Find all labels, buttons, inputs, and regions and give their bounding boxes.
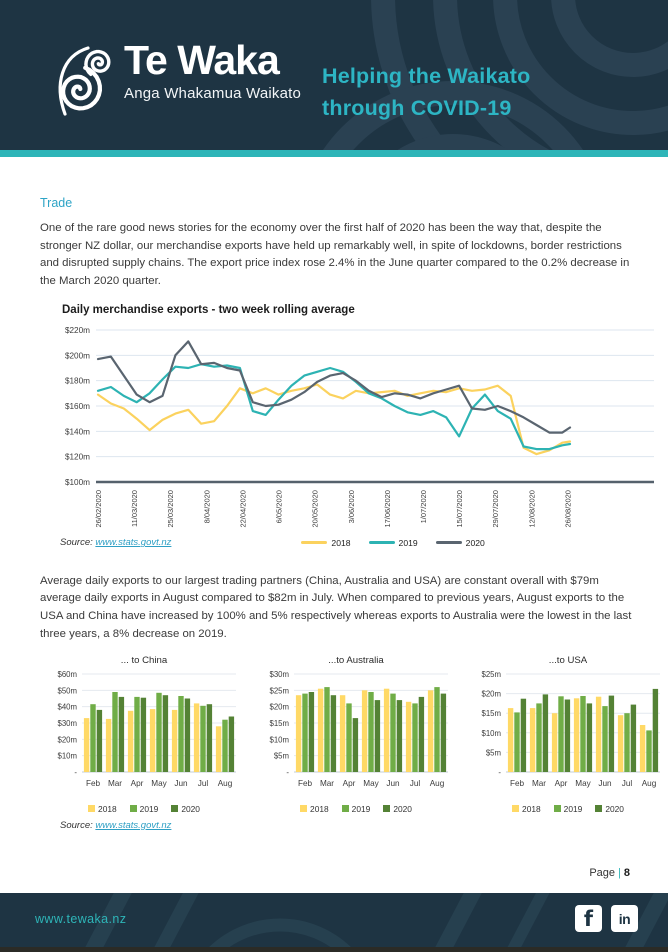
legend-item-2020 bbox=[383, 804, 412, 814]
legend-label: 2019 bbox=[563, 803, 583, 814]
legend-swatch bbox=[130, 805, 137, 812]
svg-text:Aug: Aug bbox=[429, 778, 445, 788]
page-separator: | bbox=[618, 867, 621, 879]
legend-swatch bbox=[88, 805, 95, 812]
legend-swatch bbox=[369, 541, 395, 544]
svg-text:Jun: Jun bbox=[598, 778, 612, 788]
bar-chart-china-legend bbox=[46, 804, 242, 814]
bar-chart-china-svg bbox=[46, 668, 242, 798]
svg-text:Feb: Feb bbox=[85, 778, 101, 788]
svg-text:$5m: $5m bbox=[273, 751, 289, 761]
svg-text:$160m: $160m bbox=[64, 401, 90, 411]
legend-label: 2018 bbox=[522, 803, 541, 814]
line-chart-legend bbox=[301, 538, 484, 548]
svg-text:20/05/2020: 20/05/2020 bbox=[310, 489, 320, 528]
legend-item-2018 bbox=[300, 804, 329, 814]
tagline-line1: Helping the Waikato bbox=[322, 64, 531, 88]
line-chart-source bbox=[60, 537, 171, 548]
svg-text:Jul: Jul bbox=[409, 778, 421, 788]
svg-text:29/07/2020: 29/07/2020 bbox=[491, 489, 501, 528]
svg-text:$25m: $25m bbox=[481, 669, 501, 679]
legend-swatch bbox=[301, 541, 327, 544]
bar-chart-usa-legend bbox=[470, 804, 666, 814]
svg-text:-: - bbox=[74, 767, 77, 777]
svg-text:Aug: Aug bbox=[217, 778, 233, 788]
legend-label: 2019 bbox=[398, 537, 418, 548]
legend-swatch bbox=[171, 805, 178, 812]
brand-text bbox=[124, 37, 302, 102]
svg-text:$25m: $25m bbox=[269, 686, 289, 696]
legend-label: 2020 bbox=[465, 537, 485, 548]
svg-text:$20m: $20m bbox=[57, 735, 77, 745]
svg-text:$20m: $20m bbox=[481, 689, 501, 699]
svg-text:$10m: $10m bbox=[481, 728, 501, 738]
line-chart-title: Daily merchandise exports - two week rolling average bbox=[62, 303, 355, 316]
legend-label: 2020 bbox=[181, 803, 200, 814]
source-label: Source: bbox=[60, 819, 93, 831]
svg-text:Feb: Feb bbox=[297, 778, 313, 788]
bar-chart-usa-title: ...to USA bbox=[548, 654, 588, 666]
svg-text:Mar: Mar bbox=[319, 778, 335, 788]
legend-label: 2018 bbox=[331, 537, 351, 548]
svg-text:Apr: Apr bbox=[554, 778, 568, 788]
page-footer-bar bbox=[0, 893, 668, 947]
svg-text:$10m: $10m bbox=[57, 751, 77, 761]
header-tagline bbox=[322, 60, 530, 125]
legend-label: 2019 bbox=[351, 803, 371, 814]
svg-text:1/07/2020: 1/07/2020 bbox=[418, 489, 428, 524]
legend-item-2020 bbox=[595, 804, 624, 814]
legend-label: 2018 bbox=[310, 803, 329, 814]
bottom-edge-strip bbox=[0, 947, 668, 952]
svg-text:$60m: $60m bbox=[57, 669, 77, 679]
bar-chart-usa bbox=[470, 655, 666, 814]
tagline-line2: through COVID-19 bbox=[322, 96, 512, 121]
brand-logo bbox=[52, 37, 302, 122]
svg-text:$5m: $5m bbox=[485, 748, 501, 758]
svg-text:Mar: Mar bbox=[107, 778, 123, 788]
bar-chart-china bbox=[46, 655, 242, 814]
svg-text:$40m: $40m bbox=[57, 702, 77, 712]
svg-text:8/04/2020: 8/04/2020 bbox=[202, 489, 212, 524]
trade-paragraph-1: One of the rare good news stories for the economy over the first half of 2020 has been the way that, despite the stronger NZ dollar, our merchandise exports have held up remarkably well, in spite of lockdowns, border restrictions and disrupted supply chains. The export price index rose 2.4% in the June quarter compared to the 0.2% decrease in the March 2020 quarter. bbox=[40, 222, 630, 288]
source-link[interactable]: www.stats.govt.nz bbox=[95, 537, 172, 549]
svg-text:May: May bbox=[363, 778, 379, 788]
svg-text:$100m: $100m bbox=[64, 477, 90, 487]
svg-text:3/06/2020: 3/06/2020 bbox=[346, 489, 356, 524]
svg-text:Jul: Jul bbox=[621, 778, 633, 788]
svg-text:$50m: $50m bbox=[57, 686, 77, 696]
bar-chart-australia bbox=[258, 655, 454, 814]
legend-item-2019 bbox=[369, 538, 418, 548]
svg-text:25/03/2020: 25/03/2020 bbox=[166, 489, 176, 528]
section-heading-trade: Trade bbox=[40, 196, 73, 210]
svg-text:-: - bbox=[286, 767, 289, 777]
svg-text:$30m: $30m bbox=[57, 718, 77, 728]
svg-text:12/08/2020: 12/08/2020 bbox=[527, 489, 537, 528]
svg-text:May: May bbox=[151, 778, 167, 788]
svg-text:22/04/2020: 22/04/2020 bbox=[238, 489, 248, 528]
svg-text:$20m: $20m bbox=[269, 702, 289, 712]
legend-item-2018 bbox=[88, 804, 117, 814]
svg-text:Jul: Jul bbox=[197, 778, 209, 788]
legend-swatch bbox=[342, 805, 349, 812]
line-chart-footrow bbox=[60, 535, 630, 551]
svg-text:26/08/2020: 26/08/2020 bbox=[563, 489, 573, 528]
legend-item-2019 bbox=[554, 804, 583, 814]
footer-website-link[interactable]: www.tewaka.nz bbox=[35, 912, 127, 926]
svg-text:$120m: $120m bbox=[64, 452, 90, 462]
svg-text:15/07/2020: 15/07/2020 bbox=[455, 489, 465, 528]
legend-swatch bbox=[383, 805, 390, 812]
svg-text:$30m: $30m bbox=[269, 669, 289, 679]
svg-text:$180m: $180m bbox=[64, 376, 90, 386]
page-header bbox=[0, 0, 668, 150]
trade-paragraph-2: Average daily exports to our largest trading partners (China, Australia and USA) are constant overall with $79m average daily exports in August compared to $82m in July. When compared to previous years, August exports to the USA and China have increased by 100% and 5% respectively whereas exports to Australia were the lowest in the last three years, a 8% decrease on 2019. bbox=[40, 574, 632, 640]
legend-label: 2019 bbox=[139, 803, 159, 814]
legend-item-2018 bbox=[512, 804, 541, 814]
line-chart-block bbox=[40, 304, 630, 551]
source-label: Source: bbox=[60, 537, 93, 549]
svg-text:Jun: Jun bbox=[174, 778, 188, 788]
line-chart-svg bbox=[52, 320, 666, 537]
svg-text:26/02/2020: 26/02/2020 bbox=[94, 489, 103, 528]
svg-text:$220m: $220m bbox=[64, 325, 90, 335]
brand-title: Te Waka bbox=[124, 37, 279, 83]
svg-text:Apr: Apr bbox=[130, 778, 144, 788]
legend-label: 2020 bbox=[605, 803, 624, 814]
svg-text:Feb: Feb bbox=[509, 778, 525, 788]
teal-divider-bar bbox=[0, 150, 668, 157]
legend-swatch bbox=[554, 805, 561, 812]
svg-text:$15m: $15m bbox=[269, 718, 289, 728]
legend-swatch bbox=[436, 541, 462, 544]
page-content bbox=[0, 196, 668, 831]
legend-swatch bbox=[512, 805, 519, 812]
linkedin-icon[interactable]: in bbox=[611, 905, 638, 932]
legend-label: 2020 bbox=[393, 803, 412, 814]
svg-text:Mar: Mar bbox=[531, 778, 547, 788]
facebook-icon[interactable]: f bbox=[575, 905, 602, 932]
legend-item-2020 bbox=[436, 538, 485, 548]
svg-text:6/05/2020: 6/05/2020 bbox=[274, 489, 284, 524]
koru-spiral-icon bbox=[52, 40, 114, 122]
page-number bbox=[589, 867, 630, 879]
legend-item-2018 bbox=[301, 538, 350, 548]
svg-text:$200m: $200m bbox=[64, 351, 90, 361]
svg-text:$10m: $10m bbox=[269, 735, 289, 745]
legend-swatch bbox=[300, 805, 307, 812]
source-link[interactable]: www.stats.govt.nz bbox=[95, 819, 172, 831]
bar-chart-australia-svg bbox=[258, 668, 454, 798]
svg-text:-: - bbox=[498, 767, 501, 777]
page-label: Page bbox=[589, 867, 616, 879]
bar-chart-usa-svg bbox=[470, 668, 666, 798]
svg-text:Aug: Aug bbox=[641, 778, 657, 788]
page-number-value: 8 bbox=[623, 867, 630, 879]
bar-charts-row bbox=[46, 654, 657, 814]
social-links bbox=[575, 905, 638, 932]
bar-chart-australia-legend bbox=[258, 804, 454, 814]
legend-item-2019 bbox=[342, 804, 371, 814]
svg-text:Apr: Apr bbox=[342, 778, 356, 788]
legend-item-2019 bbox=[130, 804, 159, 814]
svg-text:$15m: $15m bbox=[481, 708, 501, 718]
bar-chart-australia-title: ...to Australia bbox=[328, 654, 384, 666]
bar-chart-source bbox=[60, 820, 630, 831]
legend-label: 2018 bbox=[98, 803, 117, 814]
svg-text:$140m: $140m bbox=[64, 427, 90, 437]
svg-text:May: May bbox=[575, 778, 591, 788]
bar-chart-china-title: ... to China bbox=[120, 654, 168, 666]
svg-text:17/06/2020: 17/06/2020 bbox=[382, 489, 392, 528]
svg-text:Jun: Jun bbox=[386, 778, 400, 788]
legend-item-2020 bbox=[171, 804, 200, 814]
legend-swatch bbox=[595, 805, 602, 812]
brand-subtitle: Anga Whakamua Waikato bbox=[124, 85, 302, 102]
svg-text:11/03/2020: 11/03/2020 bbox=[130, 489, 140, 527]
